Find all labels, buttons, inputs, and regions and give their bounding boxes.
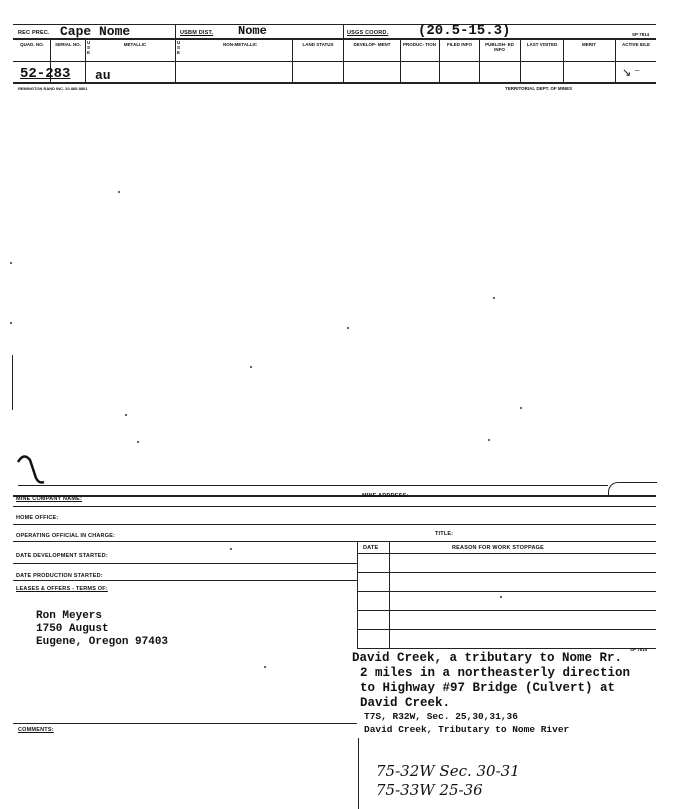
- col-serial: SERIAL NO.: [55, 42, 81, 47]
- check-mark: ↘ ⁻: [622, 67, 641, 79]
- home-office-label: HOME OFFICE:: [16, 515, 59, 521]
- owner-city: Eugene, Oregon 97403: [36, 636, 169, 648]
- col-filed-info: FILED INFO: [447, 42, 472, 47]
- col-nonmetallic: NON-METALLIC: [223, 42, 257, 47]
- metallic-value: au: [95, 68, 111, 83]
- date-development-label: DATE DEVELOPMENT STARTED:: [16, 553, 108, 559]
- quad-serial-value: 52-283: [20, 66, 71, 82]
- location-line-2: 2 miles in a northeasterly direction: [360, 666, 631, 680]
- col-use-2: U S E: [177, 40, 181, 55]
- usgs-coord-value: (20.5-15.3): [418, 23, 511, 39]
- date-production-label: DATE PRODUCTION STARTED:: [16, 573, 103, 579]
- col-production: PRODUC- TION: [403, 42, 436, 47]
- col-last-visited: LAST VISITED: [526, 42, 558, 47]
- col-land-status: LAND STATUS: [302, 42, 334, 47]
- col-use-1: U S E: [87, 40, 91, 55]
- mine-company-label: MINE COMPANY NAME:: [16, 496, 83, 502]
- date-column-header: DATE: [363, 545, 379, 551]
- usgs-coord-label: USGS COORD.: [347, 30, 389, 36]
- leases-label: LEASES & OFFERS - TERMS OF:: [16, 586, 108, 592]
- location-line-5: T7S, R32W, Sec. 25,30,31,36: [364, 711, 518, 722]
- location-line-6: David Creek, Tributary to Nome River: [364, 724, 570, 735]
- department-note: TERRITORIAL DEPT. OF MINES: [505, 86, 573, 91]
- col-merit: MERIT: [582, 42, 596, 47]
- col-development: DEVELOP- MENT: [353, 42, 391, 47]
- usbm-dist-value: Nome: [238, 24, 267, 38]
- usbm-dist-label: USBM DIST.: [180, 30, 214, 36]
- rec-prec-value: Cape Nome: [60, 24, 131, 39]
- owner-name: Ron Meyers: [36, 610, 103, 622]
- col-metallic: METALLIC: [123, 42, 147, 47]
- location-line-3: to Highway #97 Bridge (Culvert) at: [360, 681, 616, 695]
- mine-address-label: MINE ADDRESS:: [362, 493, 409, 499]
- form-code: SP 7814: [632, 32, 650, 37]
- location-line-1: David Creek, a tributary to Nome Rr.: [352, 651, 623, 665]
- location-line-4: David Creek.: [360, 696, 451, 710]
- reason-column-header: REASON FOR WORK STOPPAGE: [452, 545, 544, 551]
- handwritten-note-2: 75-33W 25-36: [376, 781, 483, 799]
- col-active-idle: ACTIVE IDLE: [621, 42, 650, 47]
- handwritten-note-1: 75-32W Sec. 30-31: [376, 762, 520, 780]
- owner-street: 1750 August: [36, 623, 109, 635]
- col-published-info: PUBLISH- ED INFO: [485, 42, 514, 52]
- col-quad: QUAD. NO.: [20, 42, 44, 47]
- form-code-2: SP 7815: [630, 647, 648, 652]
- comments-label: COMMENTS:: [18, 727, 54, 733]
- paperclip-mark: [14, 448, 54, 488]
- operating-official-label: OPERATING OFFICIAL IN CHARGE:: [16, 533, 116, 539]
- rec-prec-label: REC PREC.: [18, 30, 50, 36]
- title-label: TITLE:: [435, 531, 454, 537]
- printer-note: REMINGTON RAND INC. 20 888 8801: [18, 86, 88, 91]
